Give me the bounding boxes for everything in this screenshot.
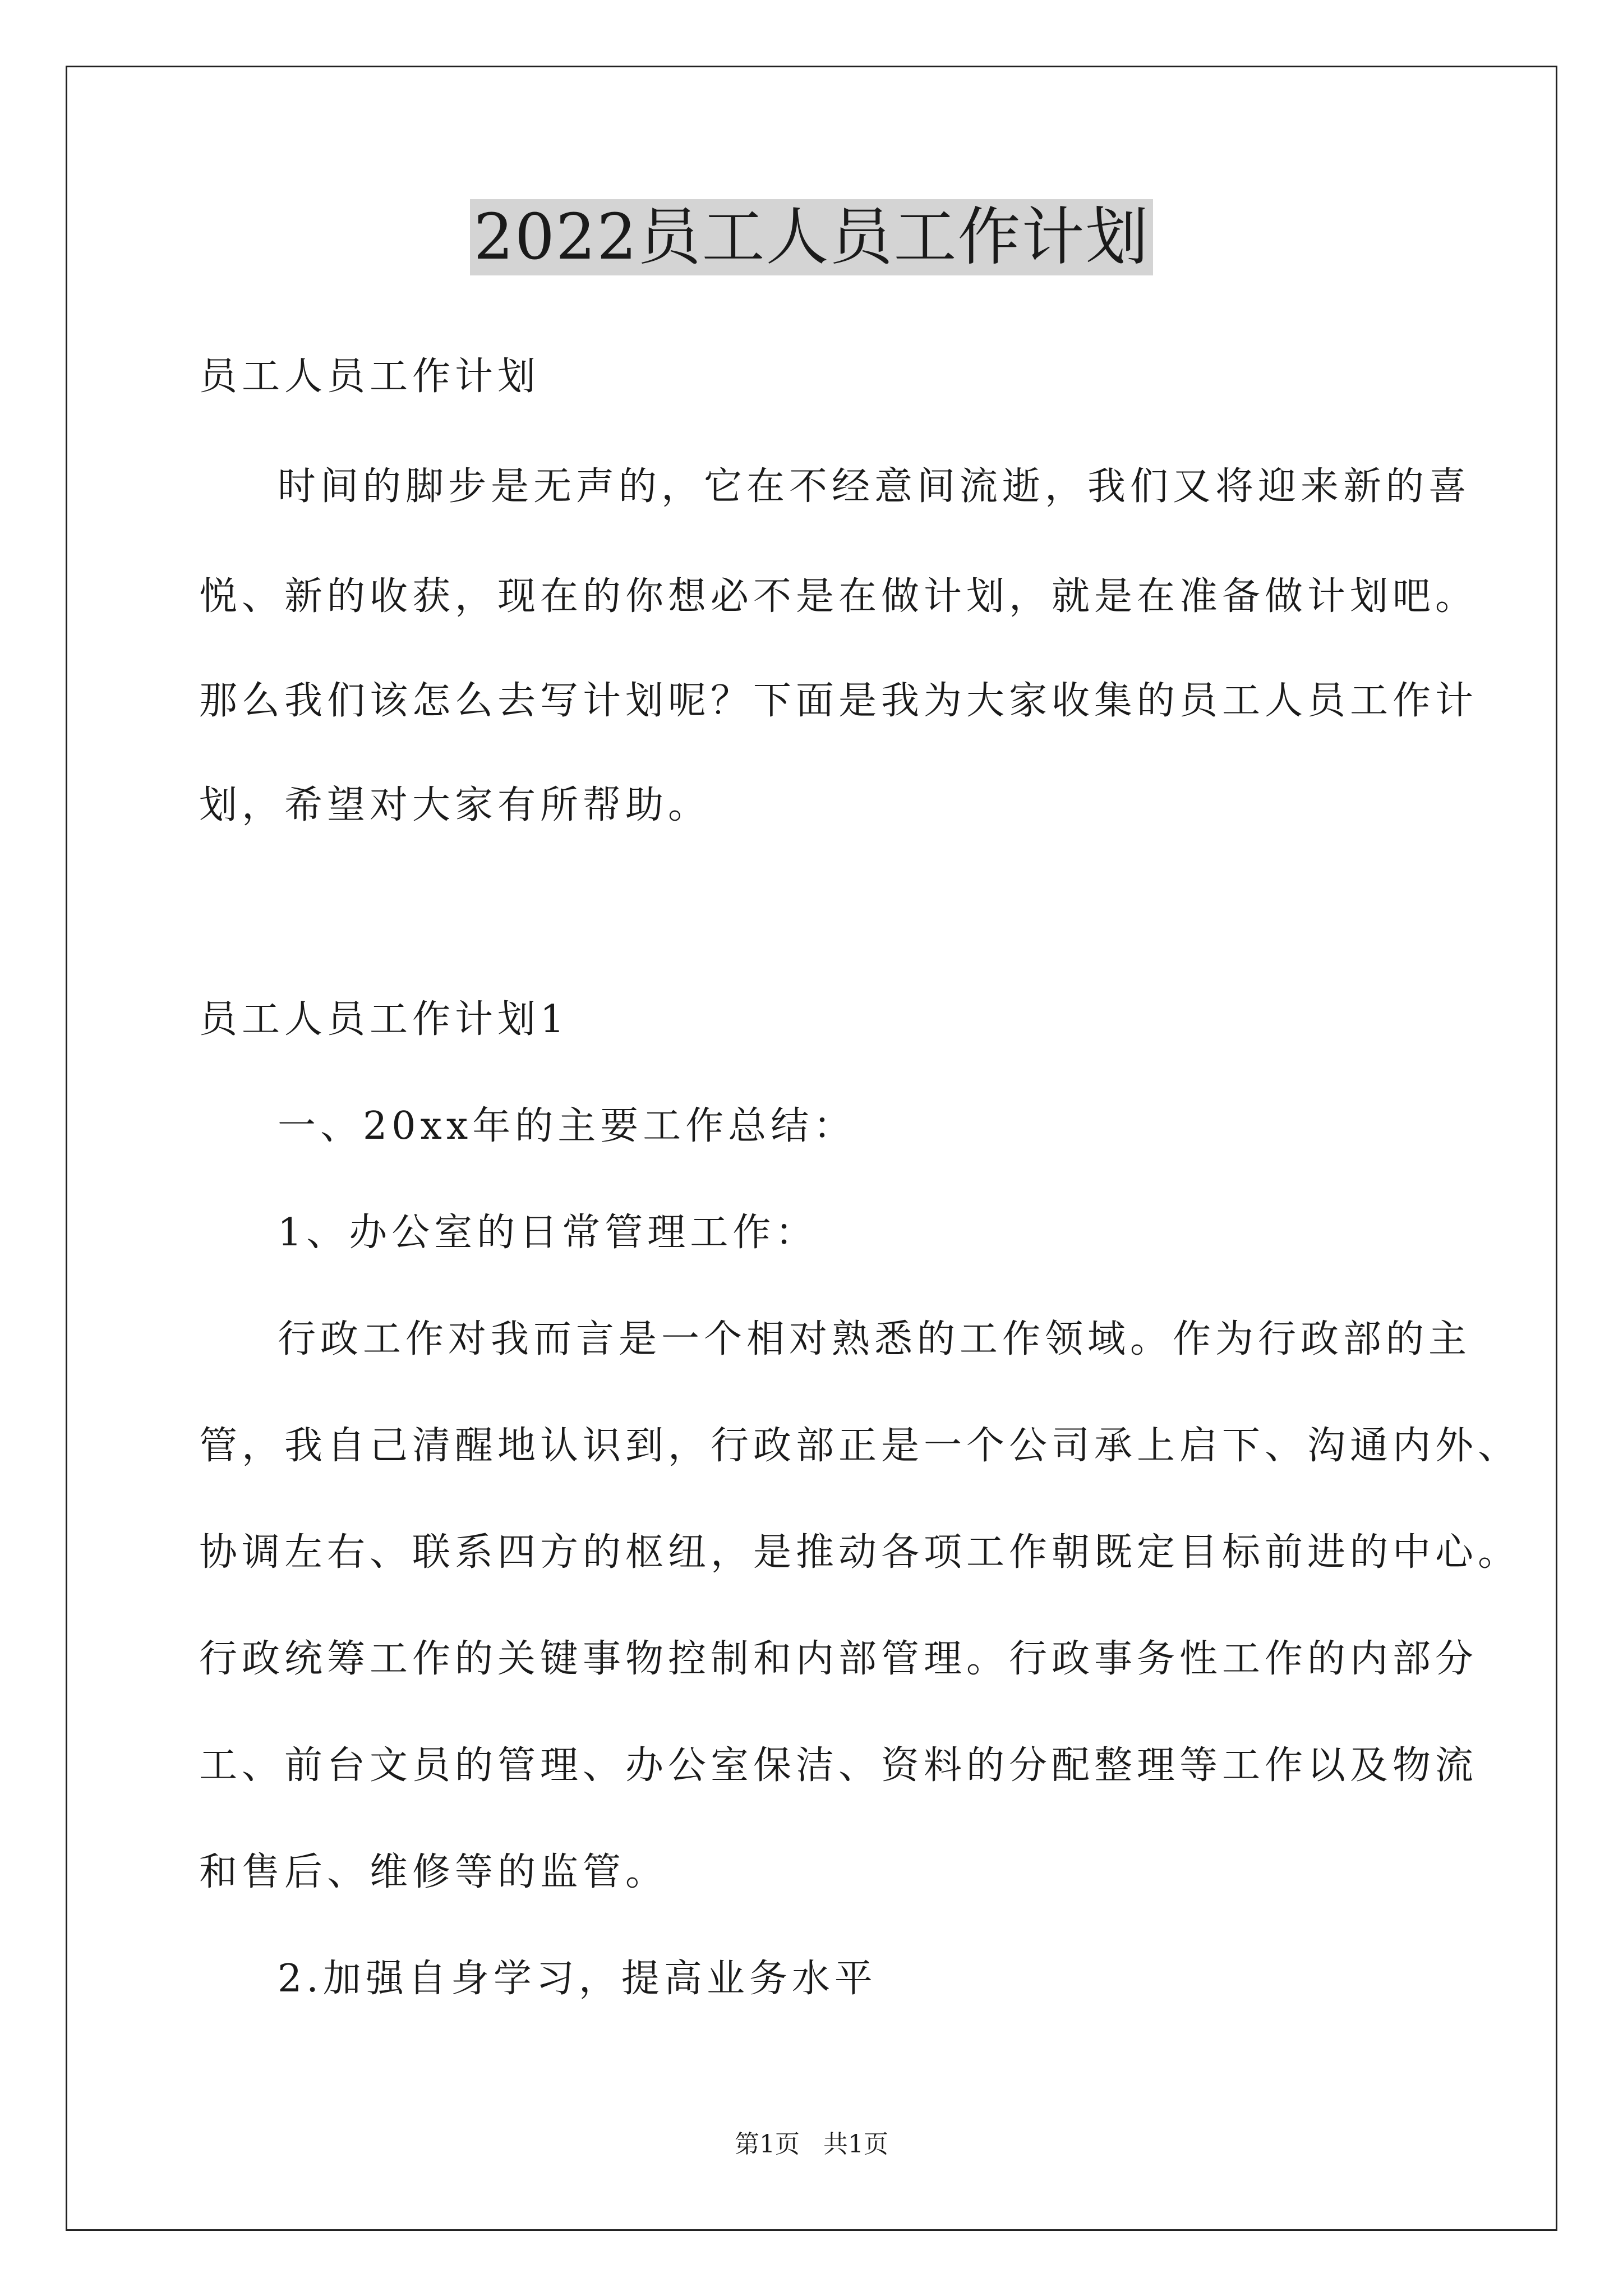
- subheading: 2.加强自身学习，提高业务水平: [278, 1957, 877, 2001]
- paragraph-line: 时间的脚步是无声的，它在不经意间流逝，我们又将迎来新的喜: [278, 464, 1472, 509]
- page-number: 第1页 共1页: [735, 2130, 888, 2159]
- paragraph-line: 划，希望对大家有所帮助。: [199, 783, 711, 827]
- paragraph-line: 工、前台文员的管理、办公室保洁、资料的分配整理等工作以及物流: [199, 1743, 1478, 1788]
- title-block: [0, 199, 1623, 275]
- section-heading: 员工人员工作计划: [199, 355, 541, 399]
- paragraph-line: 行政工作对我而言是一个相对熟悉的工作领域。作为行政部的主: [278, 1317, 1472, 1361]
- subheading: 一、20xx年的主要工作总结：: [278, 1104, 856, 1148]
- section-heading: 员工人员工作计划1: [199, 997, 569, 1042]
- paragraph-line: 行政统筹工作的关键事物控制和内部管理。行政事务性工作的内部分: [199, 1637, 1478, 1681]
- paragraph-line: 悦、新的收获，现在的你想必不是在做计划，就是在准备做计划吧。: [199, 574, 1478, 619]
- document-title: 2022员工人员工作计划: [470, 199, 1152, 275]
- paragraph-line: 和售后、维修等的监管。: [199, 1850, 668, 1894]
- subheading: 1、办公室的日常管理工作：: [278, 1211, 818, 1255]
- paragraph-line: 协调左右、联系四方的枢纽，是推动各项工作朝既定目标前进的中心。: [199, 1530, 1521, 1575]
- paragraph-line: 管，我自己清醒地认识到，行政部正是一个公司承上启下、沟通内外、: [199, 1424, 1521, 1468]
- paragraph-line: 那么我们该怎么去写计划呢？下面是我为大家收集的员工人员工作计: [199, 679, 1478, 723]
